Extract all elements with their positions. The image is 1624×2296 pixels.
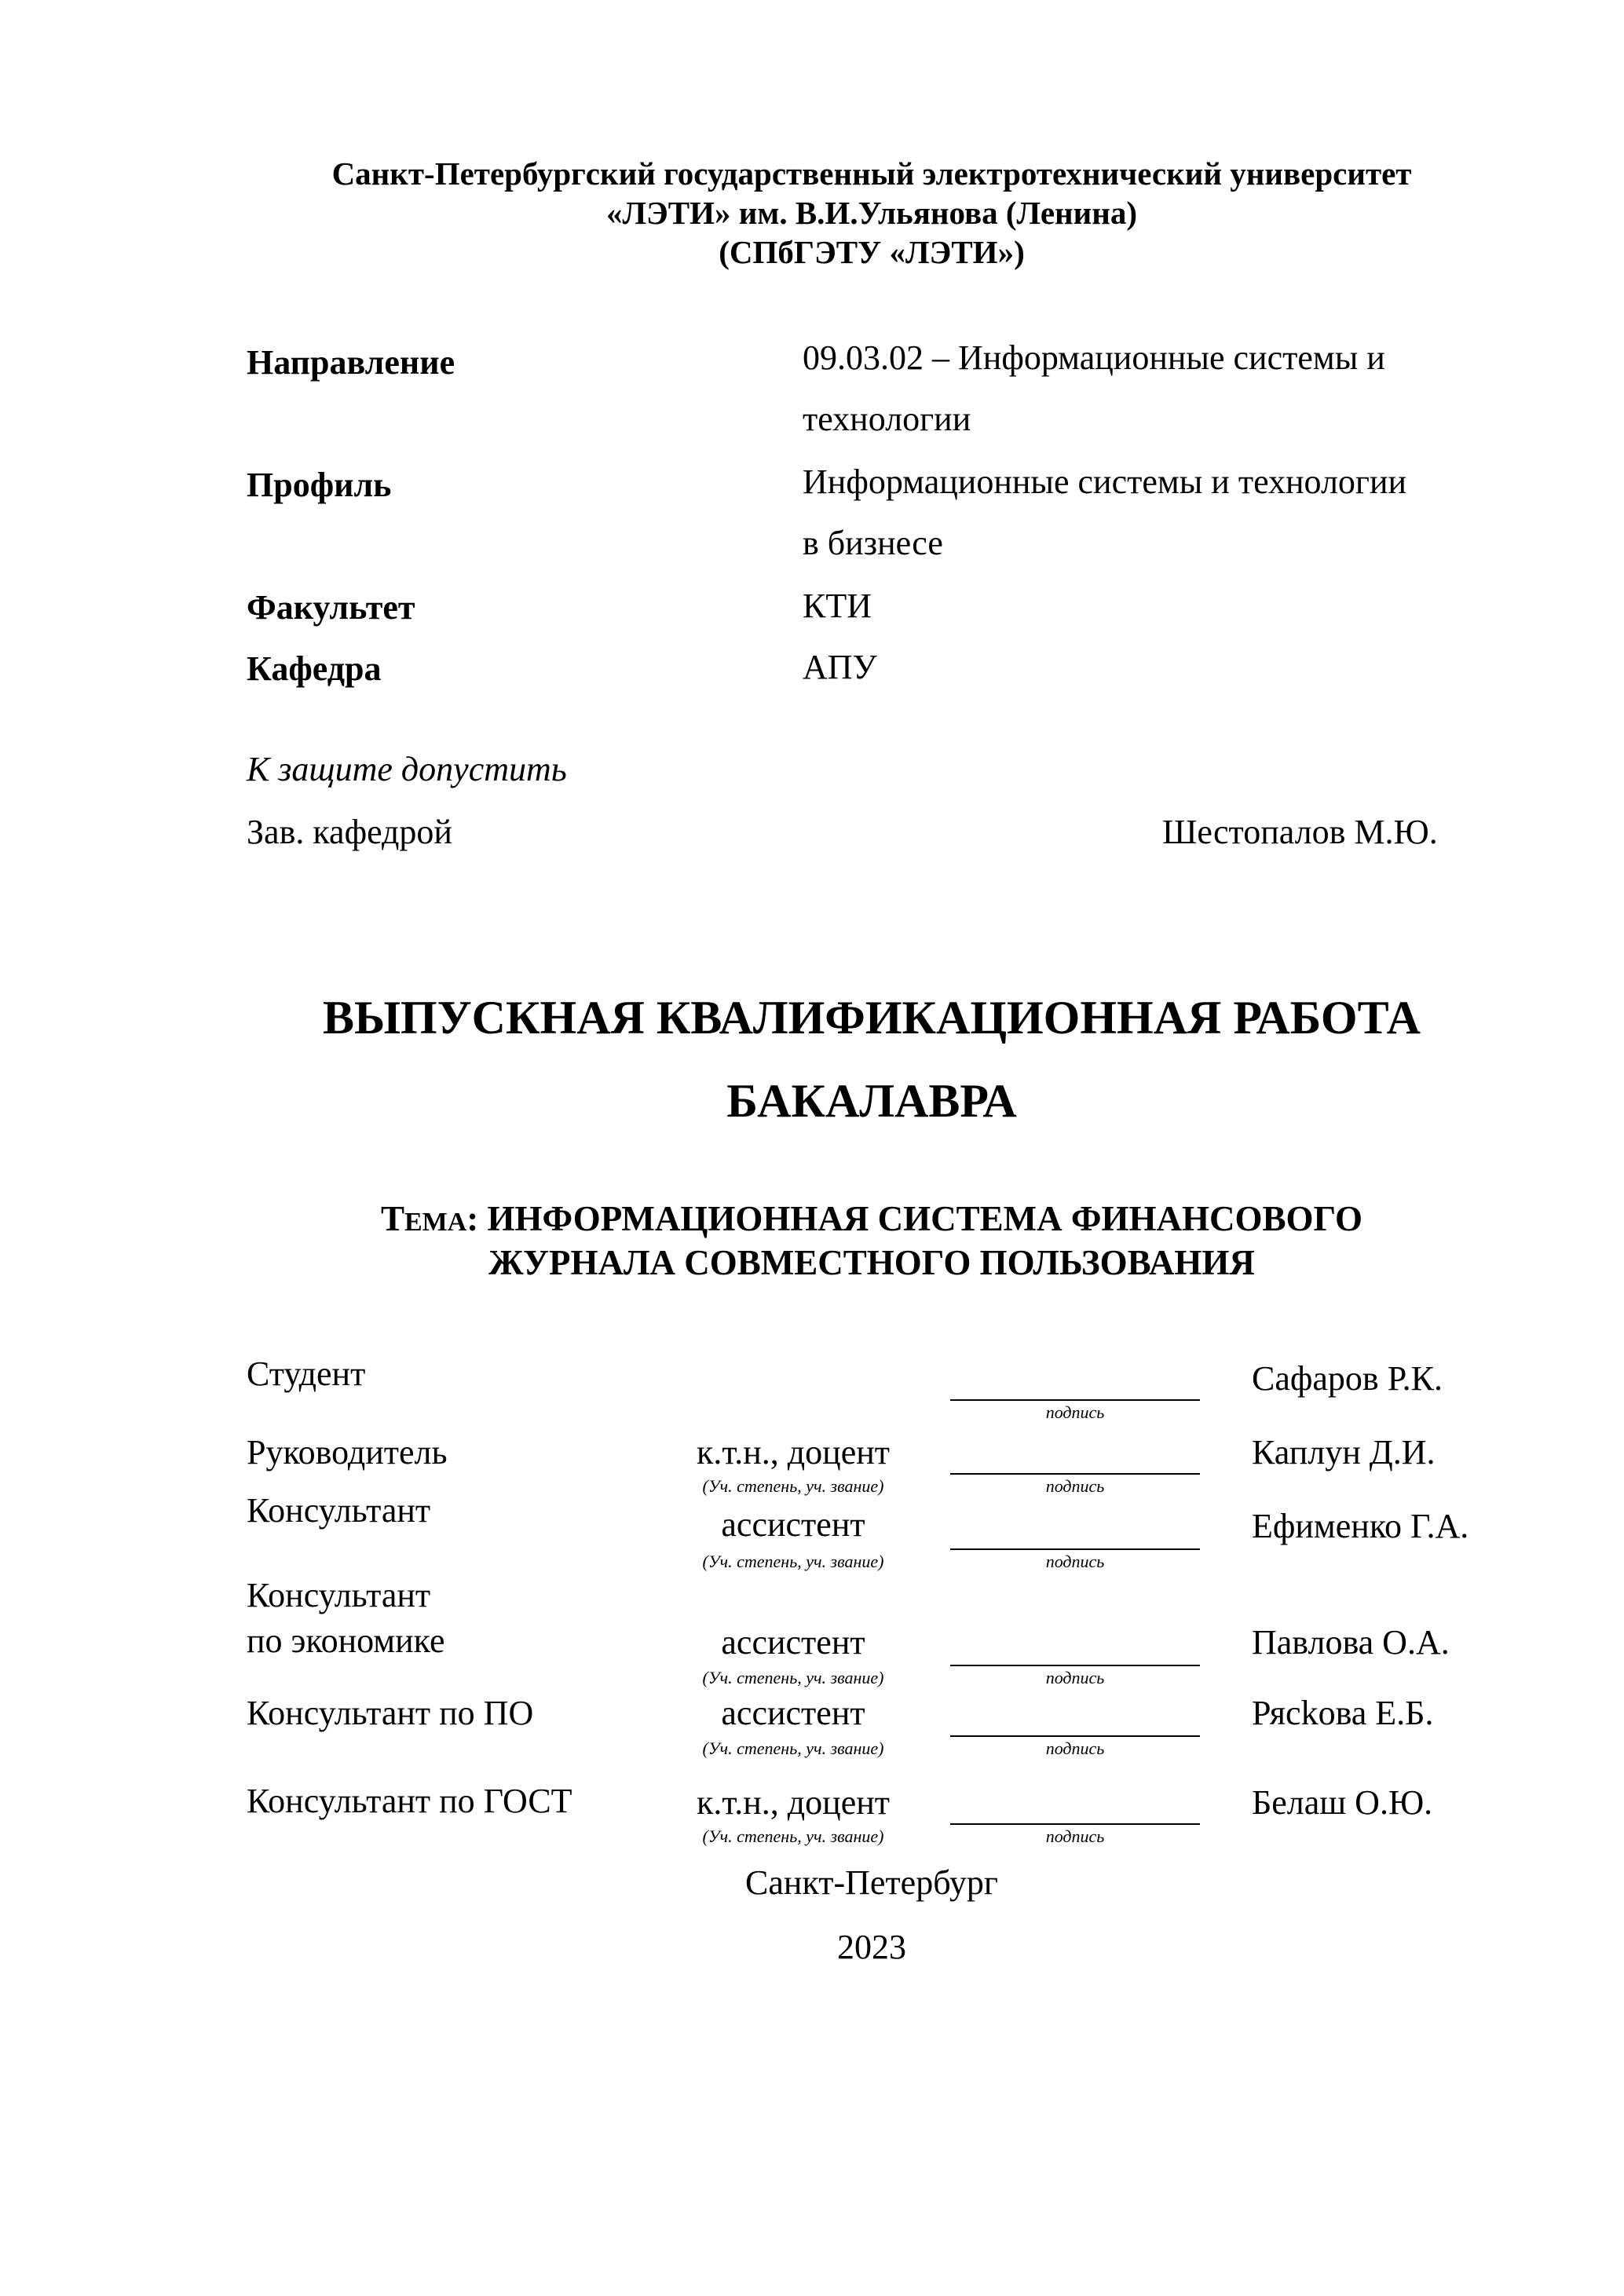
footer-year: 2023 <box>837 1928 906 1966</box>
footer-city: Санкт-Петербург <box>745 1863 998 1902</box>
gost-consultant-role: Консультант по ГОСТ <box>247 1782 572 1820</box>
department-value: АПУ <box>803 648 877 686</box>
profile-label: Профиль <box>247 466 392 504</box>
topic-text: ИНФОРМАЦИОННАЯ СИСТЕМА ФИНАНСОВОГО <box>487 1199 1363 1238</box>
software-consultant-degree: ассистент <box>721 1694 865 1732</box>
software-consultant-signature-hint: подпись <box>1045 1738 1105 1758</box>
software-consultant-role: Консультант по ПО <box>247 1694 534 1732</box>
direction-label: Направление <box>247 343 455 382</box>
economics-consultant-degree: ассистент <box>721 1623 865 1662</box>
faculty-label: Факультет <box>247 588 415 627</box>
economics-consultant-role: Консультант <box>247 1576 431 1614</box>
university-header <box>0 154 1624 272</box>
consultant-degree-hint: (Уч. степень, уч. звание) <box>702 1552 884 1571</box>
gost-consultant-signature-line <box>950 1823 1200 1825</box>
consultant-signature-hint: подпись <box>1045 1552 1105 1571</box>
student-signature-line <box>950 1399 1200 1401</box>
topic-text-cont: ЖУРНАЛА СОВМЕСТНОГО ПОЛЬЗОВАНИЯ <box>488 1243 1255 1282</box>
gost-consultant-signature-hint: подпись <box>1045 1826 1105 1846</box>
software-consultant-name: Рясkова Е.Б. <box>1252 1694 1434 1732</box>
supervisor-role: Руководитель <box>247 1433 448 1472</box>
economics-consultant-name: Павлова О.А. <box>1252 1623 1450 1662</box>
profile-value-cont: в бизнесе <box>803 524 943 562</box>
economics-consultant-degree-hint: (Уч. степень, уч. звание) <box>702 1668 884 1687</box>
supervisor-degree: к.т.н., доцент <box>696 1433 891 1472</box>
economics-consultant-signature-hint: подпись <box>1045 1668 1105 1687</box>
supervisor-name: Каплун Д.И. <box>1252 1433 1436 1472</box>
department-head-role: Зав. кафедрой <box>247 813 452 851</box>
gost-consultant-degree-hint: (Уч. степень, уч. звание) <box>702 1826 884 1846</box>
gost-consultant-degree: к.т.н., доцент <box>696 1783 891 1822</box>
student-signature-hint: подпись <box>1045 1402 1105 1422</box>
consultant-signature-line <box>950 1548 1200 1550</box>
topic-label-sep: : <box>466 1199 488 1238</box>
student-name: Сафаров Р.К. <box>1252 1359 1443 1398</box>
topic-label-first: Т <box>380 1199 404 1238</box>
supervisor-degree-hint: (Уч. степень, уч. звание) <box>702 1476 884 1496</box>
topic-heading <box>0 1197 1624 1245</box>
university-name: Санкт-Петербургский государственный электротехнический университет <box>331 155 1412 192</box>
software-consultant-degree-hint: (Уч. степень, уч. звание) <box>702 1738 884 1758</box>
direction-value-cont: технологии <box>803 400 971 438</box>
university-abbreviation: (СПбГЭТУ «ЛЭТИ») <box>719 234 1025 270</box>
defense-permit: К защите допустить <box>247 750 567 788</box>
profile-value: Информационные системы и технологии <box>803 462 1407 501</box>
software-consultant-signature-line <box>950 1735 1200 1737</box>
department-label: Кафедра <box>247 649 382 688</box>
student-role: Студент <box>247 1355 366 1393</box>
supervisor-signature-hint: подпись <box>1045 1476 1105 1496</box>
department-head-name: Шестопалов М.Ю. <box>1162 813 1438 851</box>
economics-consultant-signature-line <box>950 1665 1200 1666</box>
economics-consultant-role-cont: по экономике <box>247 1621 445 1660</box>
faculty-value: КТИ <box>803 587 872 625</box>
consultant-name: Ефименко Г.А. <box>1252 1507 1469 1545</box>
supervisor-signature-line <box>950 1473 1200 1475</box>
work-title-degree: БАКАЛАВРА <box>726 1075 1017 1127</box>
consultant-degree: ассистент <box>721 1505 865 1544</box>
direction-value: 09.03.02 – Информационные системы и <box>803 338 1385 377</box>
consultant-role: Консультант <box>247 1491 431 1530</box>
university-short-name: «ЛЭТИ» им. В.И.Ульянова (Ленина) <box>605 195 1138 231</box>
gost-consultant-name: Белаш О.Ю. <box>1252 1783 1433 1822</box>
work-title: ВЫПУСКНАЯ КВАЛИФИКАЦИОННАЯ РАБОТА <box>323 992 1421 1044</box>
topic-label-rest: ЕМА <box>404 1208 467 1237</box>
